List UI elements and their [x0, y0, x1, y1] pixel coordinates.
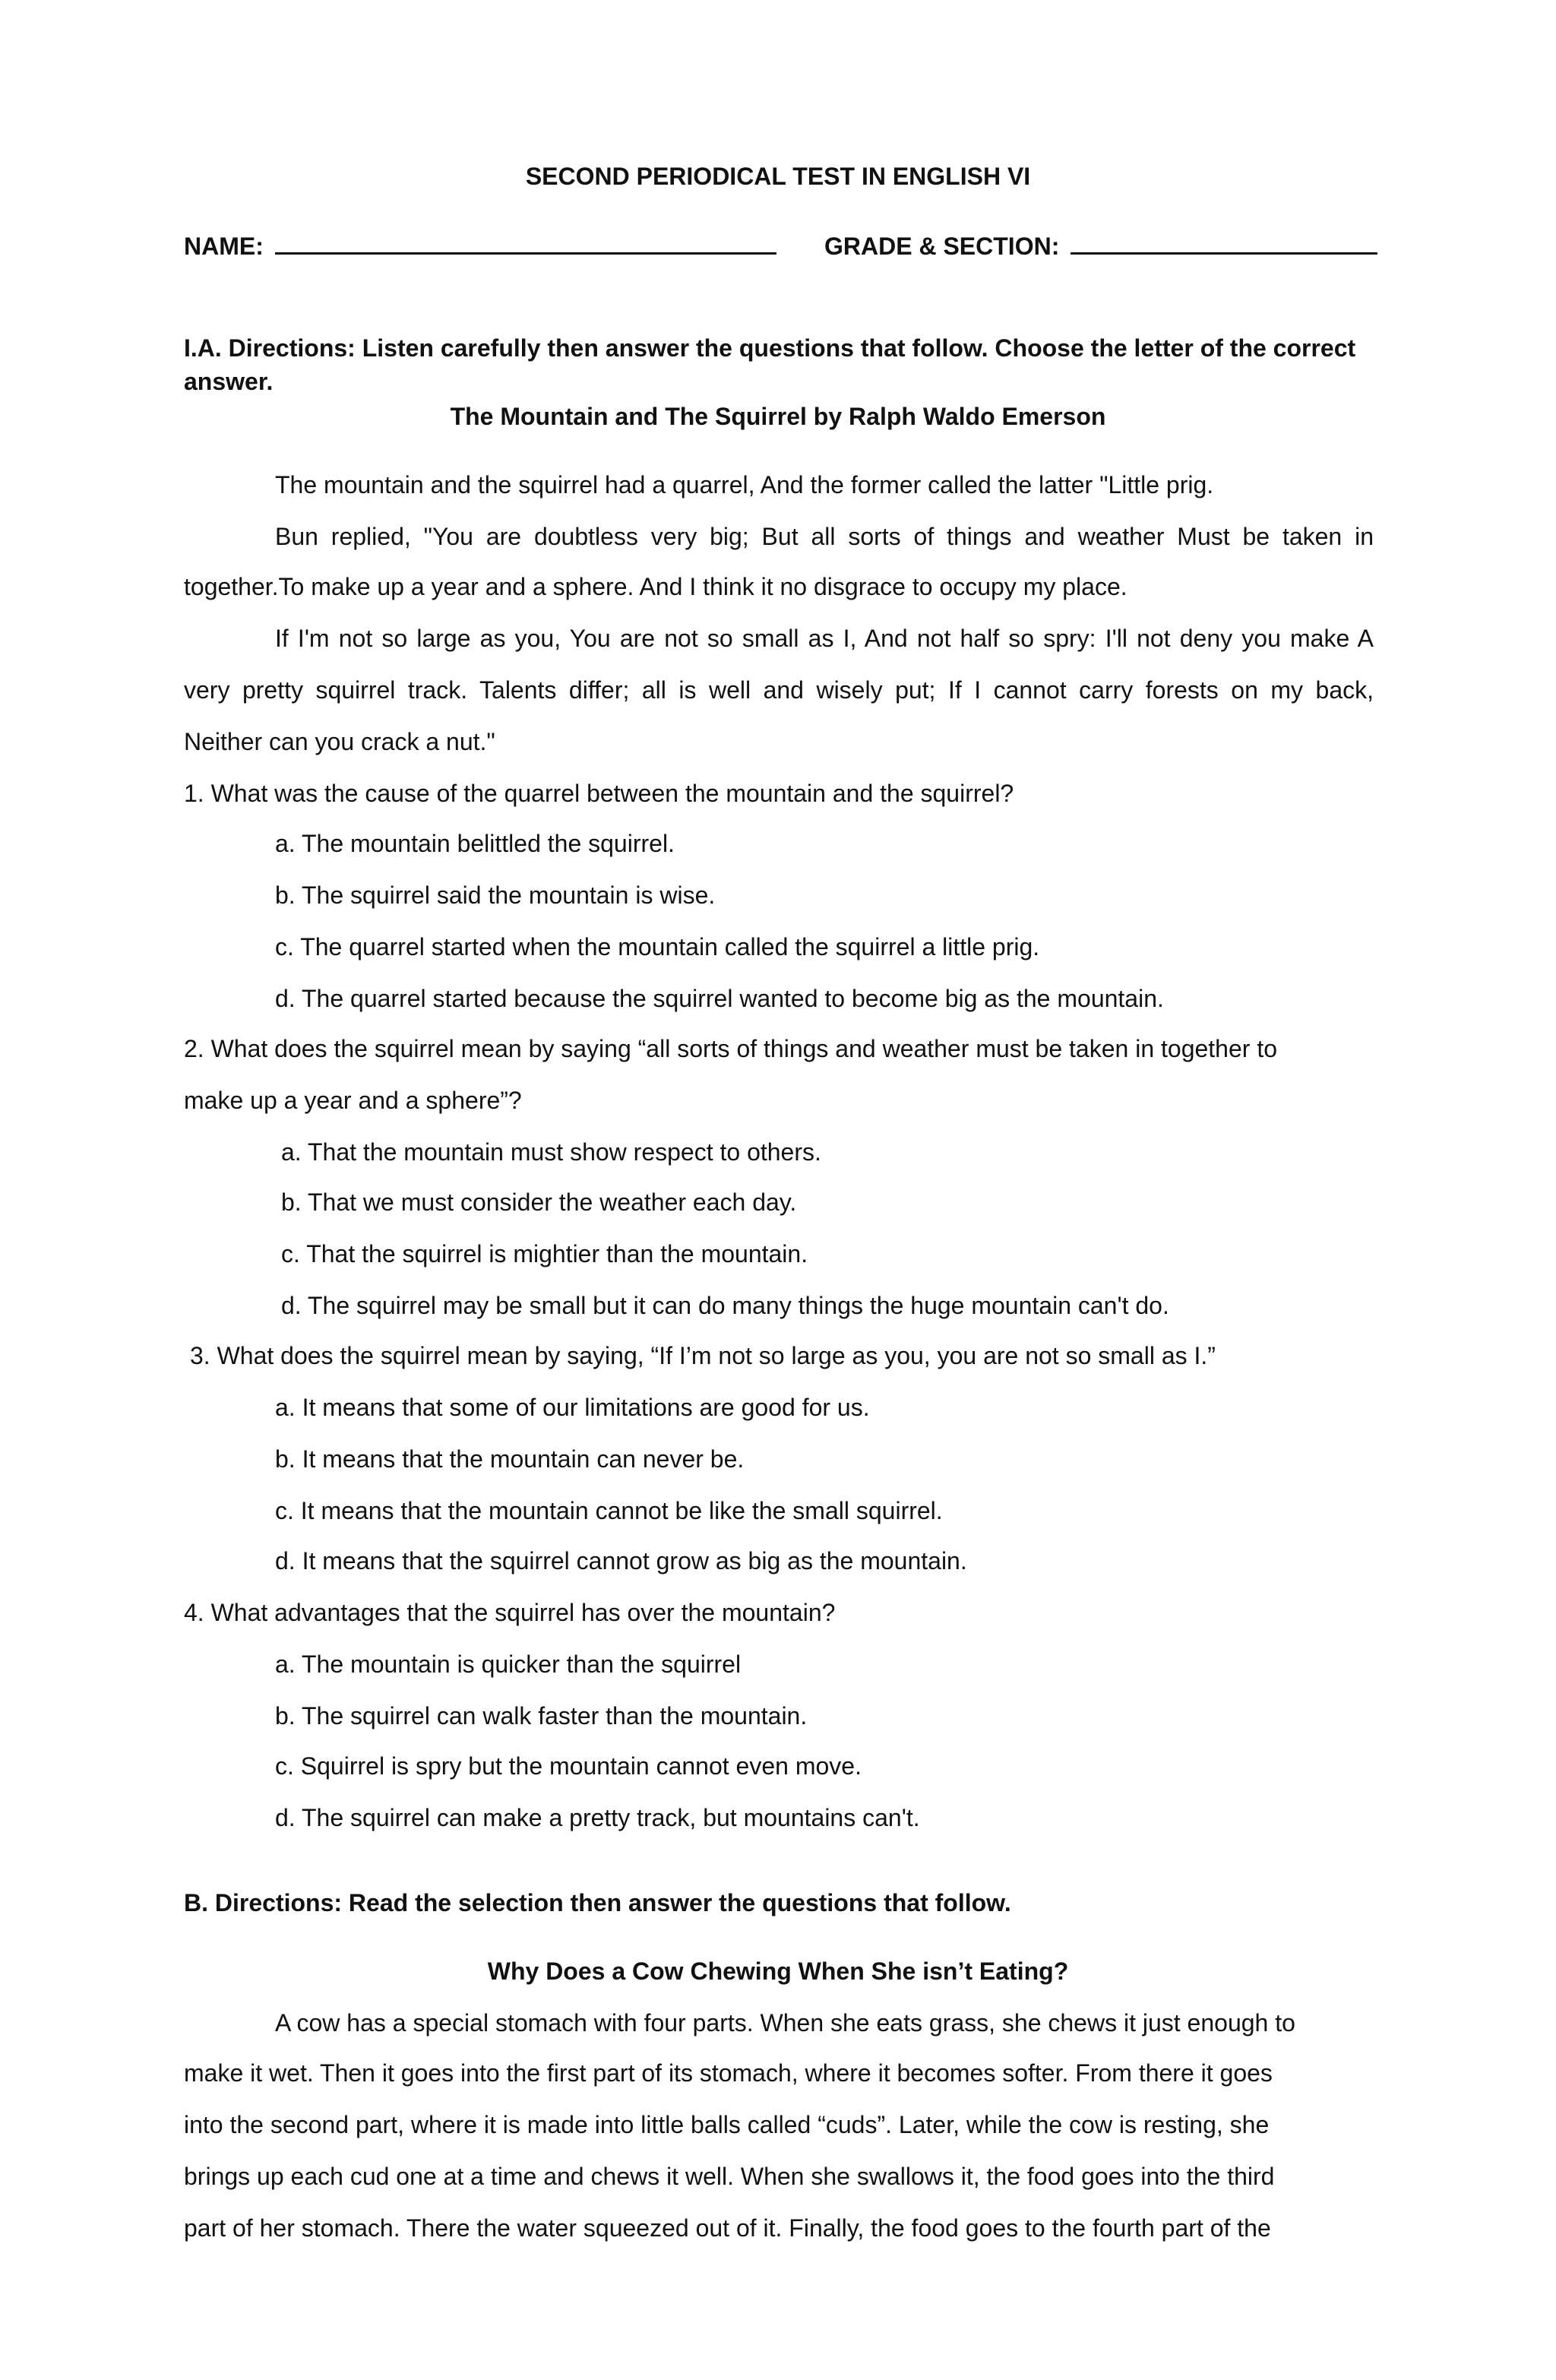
test-title: SECOND PERIODICAL TEST IN ENGLISH VI: [525, 163, 1031, 190]
option-2a[interactable]: a. That the mountain must show respect to others.: [281, 1138, 821, 1166]
name-field: [184, 229, 776, 261]
option-3b[interactable]: b. It means that the mountain can never be.: [275, 1445, 745, 1473]
question-2-cont: make up a year and a sphere”?: [184, 1087, 522, 1114]
poem-line: Neither can you crack a nut.": [184, 728, 495, 755]
option-4b[interactable]: b. The squirrel can walk faster than the mountain.: [275, 1702, 808, 1730]
question-1: 1. What was the cause of the quarrel between the mountain and the squirrel?: [184, 780, 1014, 807]
option-3d[interactable]: d. It means that the squirrel cannot grow as big as the mountain.: [275, 1547, 967, 1575]
question-4: 4. What advantages that the squirrel has over the mountain?: [184, 1599, 836, 1626]
poem-line: together.To make up a year and a sphere. And I think it no disgrace to occupy my place.: [184, 573, 1127, 600]
part-a-directions-cont: answer.: [184, 368, 274, 395]
reading-line: brings up each cud one at a time and chews it well. When she swallows it, the food goes into the third: [184, 2163, 1275, 2190]
option-3c[interactable]: c. It means that the mountain cannot be like the small squirrel.: [275, 1497, 943, 1524]
option-1d[interactable]: d. The quarrel started because the squirrel wanted to become big as the mountain.: [275, 985, 1164, 1012]
reading-line: into the second part, where it is made into little balls called “cuds”. Later, while the cow is resting, she: [184, 2111, 1270, 2138]
grade-section-field: [824, 229, 1377, 261]
poem-title: The Mountain and The Squirrel by Ralph Waldo Emerson: [450, 403, 1106, 430]
name-blank[interactable]: [275, 229, 776, 255]
option-1b[interactable]: b. The squirrel said the mountain is wise.: [275, 881, 716, 909]
option-4a[interactable]: a. The mountain is quicker than the squirrel: [275, 1650, 742, 1678]
poem-line: very pretty squirrel track. Talents differ; all is well and wisely put; If I cannot carry forests on my back,: [184, 676, 1374, 704]
poem-line: If I'm not so large as you, You are not so small as I, And not half so spry: I'll not deny you make A: [275, 625, 1374, 652]
reading-line: A cow has a special stomach with four parts. When she eats grass, she chews it just enough to: [275, 2009, 1295, 2037]
part-a-directions: I.A. Directions: Listen carefully then answer the questions that follow. Choose the letter of the correct: [184, 334, 1356, 362]
option-2d[interactable]: d. The squirrel may be small but it can do many things the huge mountain can't do.: [281, 1292, 1169, 1319]
part-b-directions: B. Directions: Read the selection then answer the questions that follow.: [184, 1889, 1011, 1916]
reading-title: Why Does a Cow Chewing When She isn’t Eating?: [487, 1957, 1069, 1985]
name-label: NAME:: [184, 233, 264, 260]
option-1c[interactable]: c. The quarrel started when the mountain called the squirrel a little prig.: [275, 933, 1040, 961]
question-2: 2. What does the squirrel mean by saying “all sorts of things and weather must be taken in together to: [184, 1035, 1277, 1062]
grade-section-label: GRADE & SECTION:: [824, 233, 1060, 260]
option-2b[interactable]: b. That we must consider the weather each day.: [281, 1188, 797, 1216]
reading-line: part of her stomach. There the water squeezed out of it. Finally, the food goes to the fourth part of the: [184, 2214, 1271, 2242]
option-4c[interactable]: c. Squirrel is spry but the mountain cannot even move.: [275, 1752, 862, 1780]
option-4d[interactable]: d. The squirrel can make a pretty track, but mountains can't.: [275, 1804, 920, 1831]
poem-line: Bun replied, "You are doubtless very big; But all sorts of things and weather Must be taken in: [275, 523, 1374, 550]
option-2c[interactable]: c. That the squirrel is mightier than the mountain.: [281, 1240, 808, 1268]
poem-line: The mountain and the squirrel had a quarrel, And the former called the latter "Little prig.: [275, 471, 1214, 498]
option-1a[interactable]: a. The mountain belittled the squirrel.: [275, 830, 675, 857]
question-3: 3. What does the squirrel mean by saying, “If I’m not so large as you, you are not so small as I.”: [190, 1342, 1216, 1369]
reading-line: make it wet. Then it goes into the first part of its stomach, where it becomes softer. From there it goes: [184, 2059, 1273, 2087]
grade-section-blank[interactable]: [1071, 229, 1377, 255]
option-3a[interactable]: a. It means that some of our limitations are good for us.: [275, 1394, 870, 1421]
